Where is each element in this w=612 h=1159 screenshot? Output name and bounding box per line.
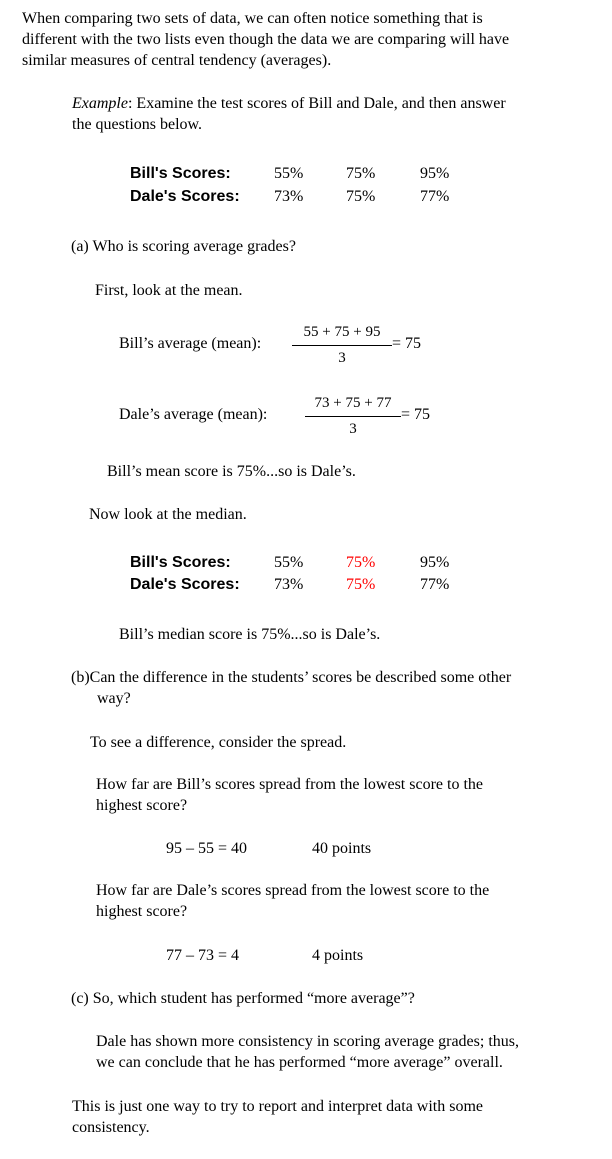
bill-range-points: 40 points bbox=[312, 840, 372, 857]
bill-mean-numerator: 55 + 75 + 95 bbox=[303, 324, 381, 340]
dale-score-3: 77% bbox=[420, 188, 450, 205]
part-b-question-line-2: way? bbox=[97, 690, 131, 707]
part-c-question: (c) So, which student has performed “more average”? bbox=[71, 990, 415, 1007]
median-conclusion: Bill’s median score is 75%...so is Dale’s. bbox=[119, 626, 381, 643]
dale-score-2: 75% bbox=[346, 188, 376, 205]
dale-range-calc: 77 – 73 = 4 bbox=[166, 947, 240, 964]
bill-median-score: 75% bbox=[346, 554, 376, 571]
dale-spread-question-1: How far are Dale’s scores spread from the lowest score to the bbox=[96, 882, 490, 899]
fraction-bar bbox=[292, 345, 392, 346]
now-look-median: Now look at the median. bbox=[89, 506, 247, 523]
consider-spread: To see a difference, consider the spread. bbox=[90, 734, 347, 751]
fraction-bar bbox=[305, 416, 401, 417]
bill-score-1: 55% bbox=[274, 165, 304, 182]
intro-line-1: When comparing two sets of data, we can often notice something that is bbox=[22, 10, 483, 27]
bill-scores-label-2: Bill's Scores: bbox=[130, 554, 231, 571]
bill-mean-label: Bill’s average (mean): bbox=[119, 335, 262, 352]
dale-mean-denominator: 3 bbox=[349, 421, 357, 437]
example-label: Example bbox=[72, 95, 128, 112]
intro-line-2: different with the two lists even though the data we are comparing will have bbox=[22, 31, 510, 48]
bill-scores-label: Bill's Scores: bbox=[130, 165, 231, 182]
dale-mean-result: = 75 bbox=[401, 406, 431, 423]
part-c-answer-2: we can conclude that he has performed “more average” overall. bbox=[96, 1054, 503, 1071]
dale-spread-question-2: highest score? bbox=[96, 903, 188, 920]
intro-line-3: similar measures of central tendency (averages). bbox=[22, 52, 332, 69]
example-text: : Examine the test scores of Bill and Dale, and then answer bbox=[127, 95, 506, 112]
dale-mean-label: Dale’s average (mean): bbox=[119, 406, 268, 423]
dale-scores-label-2: Dale's Scores: bbox=[130, 576, 240, 593]
dale-mean-fraction bbox=[305, 393, 401, 439]
dale-score-1-b: 73% bbox=[274, 576, 304, 593]
bill-mean-result: = 75 bbox=[392, 335, 422, 352]
dale-range-points: 4 points bbox=[312, 947, 364, 964]
part-a-question: (a) Who is scoring average grades? bbox=[71, 238, 296, 255]
dale-median-score: 75% bbox=[346, 576, 376, 593]
bill-score-3-b: 95% bbox=[420, 554, 450, 571]
bill-score-1-b: 55% bbox=[274, 554, 304, 571]
dale-score-1: 73% bbox=[274, 188, 304, 205]
dale-scores-label: Dale's Scores: bbox=[130, 188, 240, 205]
bill-spread-question-1: How far are Bill’s scores spread from the lowest score to the bbox=[96, 776, 483, 793]
dale-mean-numerator: 73 + 75 + 77 bbox=[314, 395, 392, 411]
bill-range-calc: 95 – 55 = 40 bbox=[166, 840, 248, 857]
first-look-mean: First, look at the mean. bbox=[95, 282, 243, 299]
bill-mean-fraction bbox=[292, 322, 392, 368]
example-line-1 bbox=[72, 93, 506, 114]
dale-score-3-b: 77% bbox=[420, 576, 450, 593]
part-b-question-line-1: (b)Can the difference in the students’ scores be described some other bbox=[71, 669, 512, 686]
mean-conclusion: Bill’s mean score is 75%...so is Dale’s. bbox=[107, 463, 356, 480]
closing-line-1: This is just one way to try to report and interpret data with some bbox=[72, 1098, 484, 1115]
bill-spread-question-2: highest score? bbox=[96, 797, 188, 814]
bill-score-2: 75% bbox=[346, 165, 376, 182]
bill-score-3: 95% bbox=[420, 165, 450, 182]
closing-line-2: consistency. bbox=[72, 1119, 150, 1136]
example-line-2: the questions below. bbox=[72, 116, 203, 133]
bill-mean-denominator: 3 bbox=[338, 350, 346, 366]
part-c-answer-1: Dale has shown more consistency in scoring average grades; thus, bbox=[96, 1033, 519, 1050]
